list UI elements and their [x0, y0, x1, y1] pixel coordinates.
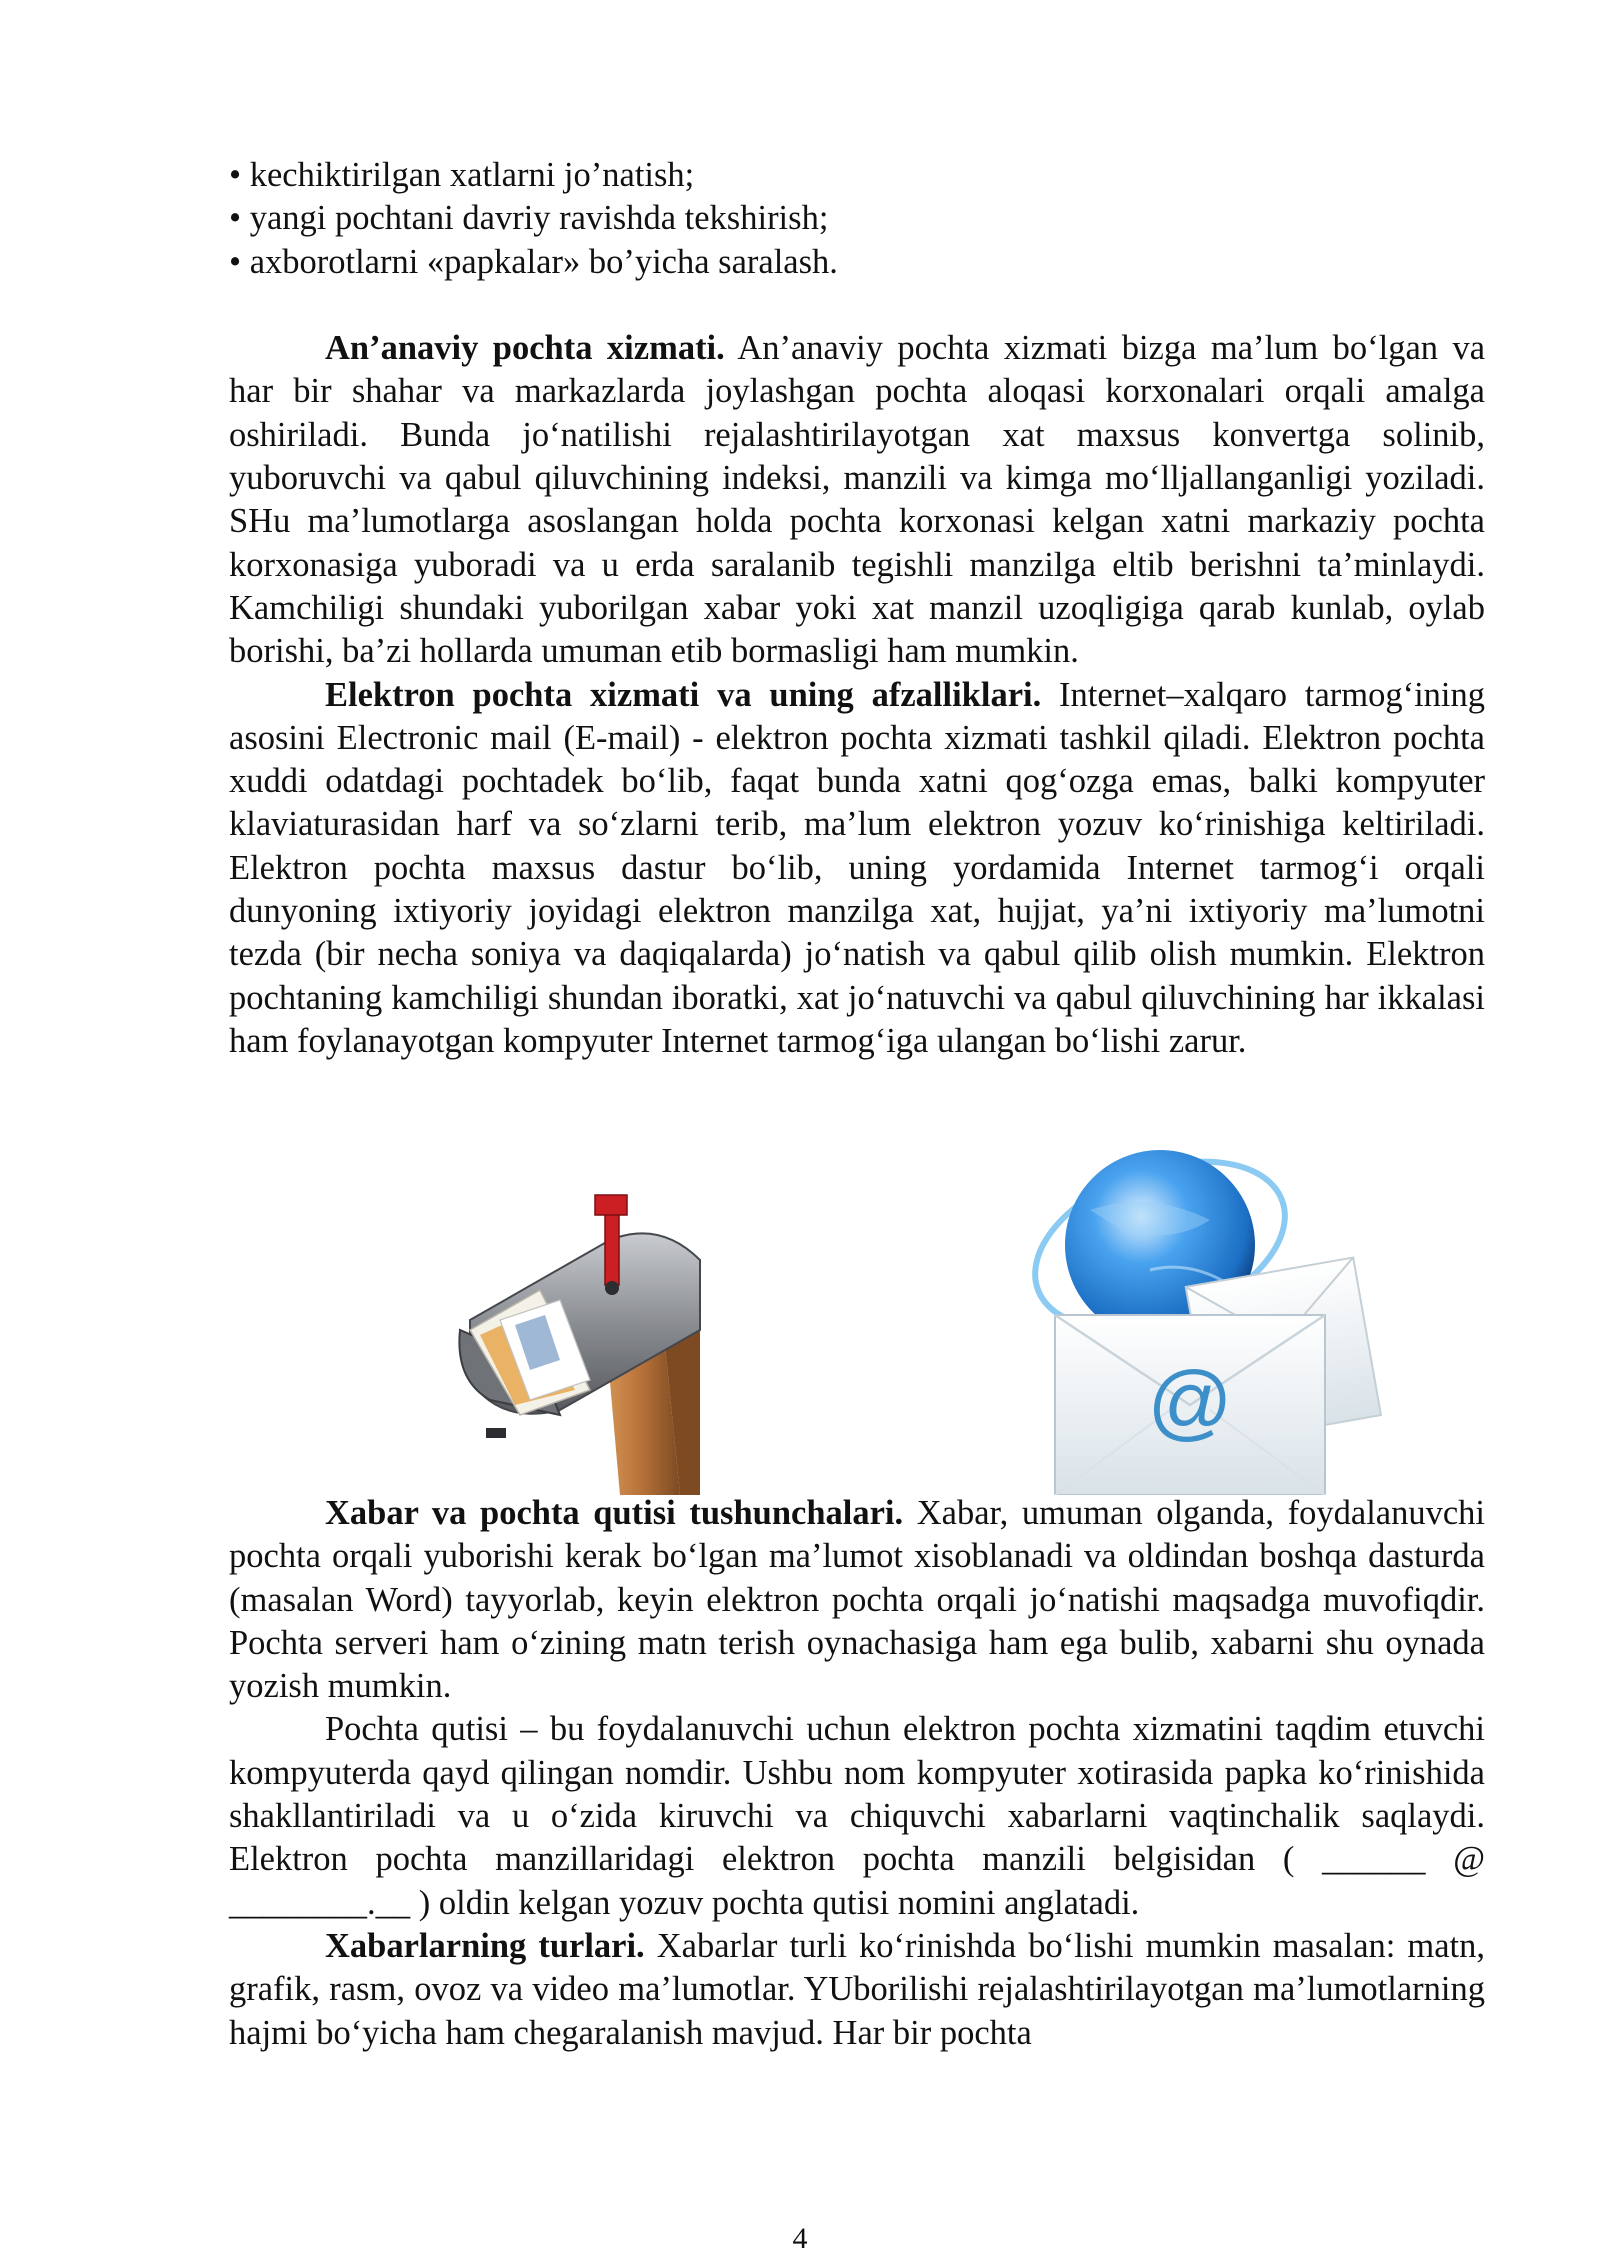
bullet-item: • axborotlarni «papkalar» bo’yicha saralash. — [229, 242, 838, 281]
bullet-item: • kechiktirilgan xatlarni jo’natish; — [229, 156, 695, 194]
paragraph-electronic-mail — [229, 674, 1485, 1064]
heading-message-types: Xabarlarning turlari. — [325, 1926, 645, 1965]
at-sign-icon: @ — [1147, 1354, 1233, 1448]
paragraph-traditional-mail — [229, 327, 1485, 673]
page-number: 4 — [792, 2222, 808, 2255]
mailbox-illustration — [459, 1195, 700, 1495]
body-electronic-mail: Internet–xalqaro tarmogʻining asosini Electronic mail (E-mail) - elektron pochta xizmati tashkil qiladi. Elektron pochta xuddi odatdagi pochtadek boʻlib, faqat bunda xatni qogʻozga emas, balki kompyuter klaviaturasidan harf va soʻzlarni terib, ma’lum elektron yozuv koʻrinishiga keltiriladi. Elektron pochta maxsus dastur boʻlib, uning yordamida Internet tarmogʻi orqali dunyoning ixtiyoriy joyidagi elektron manzilga xat, hujjat, ya’ni ixtiyoriy ma’lumotni tezda (bir necha soniya va daqiqalarda) joʻnatish va qabul qilib olish mumkin. Elektron pochtaning kamchiligi shundan iboratki, xat joʻnatuvchi va qabul qiluvchining har ikkalasi ham foylanayotgan kompyuter Internet tarmogʻiga ulangan boʻlishi zarur. — [229, 675, 1485, 1060]
heading-message: Xabar va pochta qutisi tushunchalari. — [325, 1494, 904, 1532]
heading-electronic-mail: Elektron pochta xizmati va uning afzalliklari. — [325, 675, 1042, 714]
illustrations — [0, 1150, 1600, 1495]
email-globe-illustration — [1012, 1150, 1381, 1495]
heading-traditional-mail: An’anaviy pochta xizmati. — [325, 329, 725, 368]
paragraph-message — [229, 1492, 1485, 1708]
lower-text — [229, 1492, 1485, 2055]
bullet-item: • yangi pochtani davriy ravishda tekshirish; — [229, 199, 829, 238]
body-message: Xabar, umuman olganda, foydalanuvchi pochta orqali yuborishi kerak boʻlgan ma’lumot xisoblanadi va oldindan boshqa dasturda (masalan Word) tayyorlab, keyin elektron pochta orqali joʻnatishi maqsadga muvofiqdir. Pochta serveri ham oʻzining matn terish oynachasiga ham ega bulib, xabarni shu oynada yozish mumkin. — [229, 1494, 1485, 1706]
spacer — [229, 284, 1485, 327]
body-traditional-mail: An’anaviy pochta xizmati bizga ma’lum boʻlgan va har bir shahar va markazlarda joylashgan pochta aloqasi korxonalari orqali amalga oshiriladi. Bunda joʻnatilishi rejalashtirilayotgan xat maxsus konvertga solinib, yuboruvchi va qabul qiluvchining indeksi, manzili va kimga moʻlljallanganligi yoziladi. SHu ma’lumotlarga asoslangan holda pochta korxonasi kelgan xatni markaziy pochta korxonasiga yuboradi va u erda saralanib tegishli manzilga eltib berishni ta’minlaydi. Kamchiligi shundaki yuborilgan xabar yoki xat manzil uzoqligiga qarab kunlab, oylab borishi, ba’zi hollarda umuman etib bormasligi ham mumkin. — [229, 329, 1486, 671]
paragraph-mailbox: Pochta qutisi – bu foydalanuvchi uchun elektron pochta xizmatini taqdim etuvchi kompyuterda qayd qilingan nomdir. Ushbu nom kompyuter xotirasida papka koʻrinishida shakllantiriladi va u oʻzida kiruvchi va chiquvchi xabarlarni vaqtinchalik saqlaydi. Elektron pochta manzillaridagi elektron pochta manzili belgisidan ( ______ @ ________.__ ) oldin kelgan yozuv pochta qutisi nomini anglatadi. — [229, 1710, 1485, 1922]
paragraph-message-types — [229, 1925, 1485, 2055]
body-message-types: Xabarlar turli koʻrinishda boʻlishi mumkin masalan: matn, grafik, rasm, ovoz va video ma’lumotlar. YUborilishi rejalashtirilayotgan ma’lumotlarning hajmi boʻyicha ham chegaralanish mavjud. Har bir pochta — [229, 1926, 1486, 2052]
bullet-list — [229, 154, 1485, 1063]
